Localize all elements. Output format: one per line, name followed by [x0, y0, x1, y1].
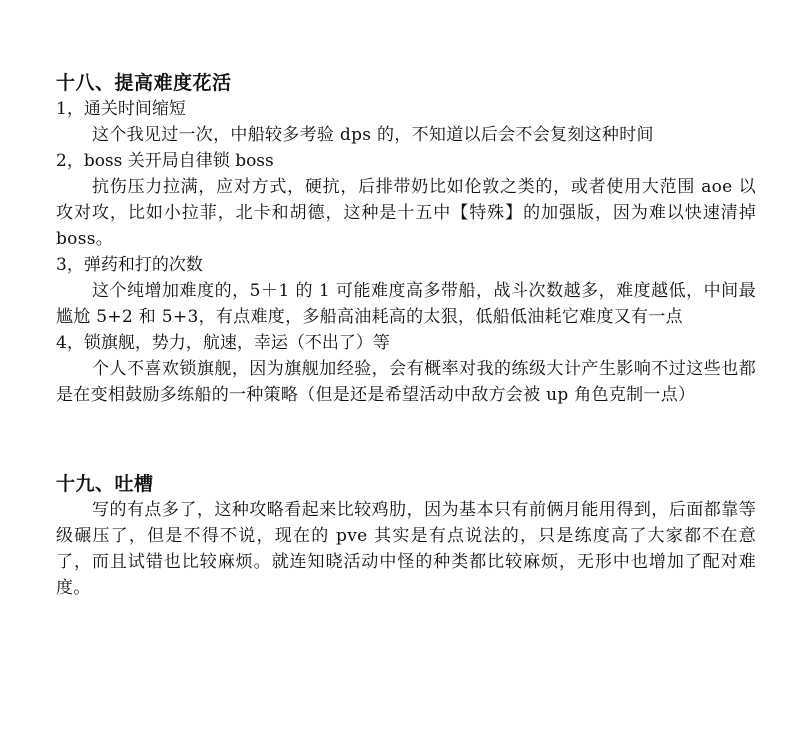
- item-1-title: 1，通关时间缩短: [56, 99, 186, 119]
- section-spacer: [56, 408, 756, 471]
- item-4-title: 4，锁旗舰，势力，航速，幸运（不出了）等: [56, 333, 390, 353]
- item-2-title: 2，boss 关开局自律锁 boss: [56, 151, 274, 171]
- item-1-body: 这个我见过一次，中船较多考验 dps 的，不知道以后会不会复刻这种时间: [92, 125, 654, 145]
- item-3-title: 3，弹药和打的次数: [56, 255, 203, 275]
- section-18-heading: 十八、提高难度花活: [56, 72, 232, 94]
- section-19-body: 写的有点多了，这种攻略看起来比较鸡肋，因为基本只有前俩月能用得到，后面都靠等级碾压了，但是不得不说，现在的 pve 其实是有点说法的，只是练度高了大家都不在意了，而且试错也比较麻烦。就连知晓活动中怪的种类都比较麻烦，无形中也增加了配对难度。: [56, 500, 756, 598]
- section-19-heading: 十九、吐槽: [56, 473, 154, 495]
- item-3-body: 这个纯增加难度的，5＋1 的 1 可能难度高多带船，战斗次数越多，难度越低，中间最尴尬 5+2 和 5+3，有点难度，多船高油耗高的太狠，低船低油耗它难度又有一点: [56, 281, 756, 327]
- item-2-body: 抗伤压力拉满，应对方式，硬抗，后排带奶比如伦敦之类的，或者使用大范围 aoe 以攻对攻，比如小拉菲，北卡和胡德，这种是十五中【特殊】的加强版，因为难以快速清掉 boss。: [56, 177, 756, 249]
- document-body: [56, 70, 756, 601]
- item-4-body: 个人不喜欢锁旗舰，因为旗舰加经验，会有概率对我的练级大计产生影响不过这些也都是在变相鼓励多练船的一种策略（但是还是希望活动中敌方会被 up 角色克制一点）: [56, 359, 756, 405]
